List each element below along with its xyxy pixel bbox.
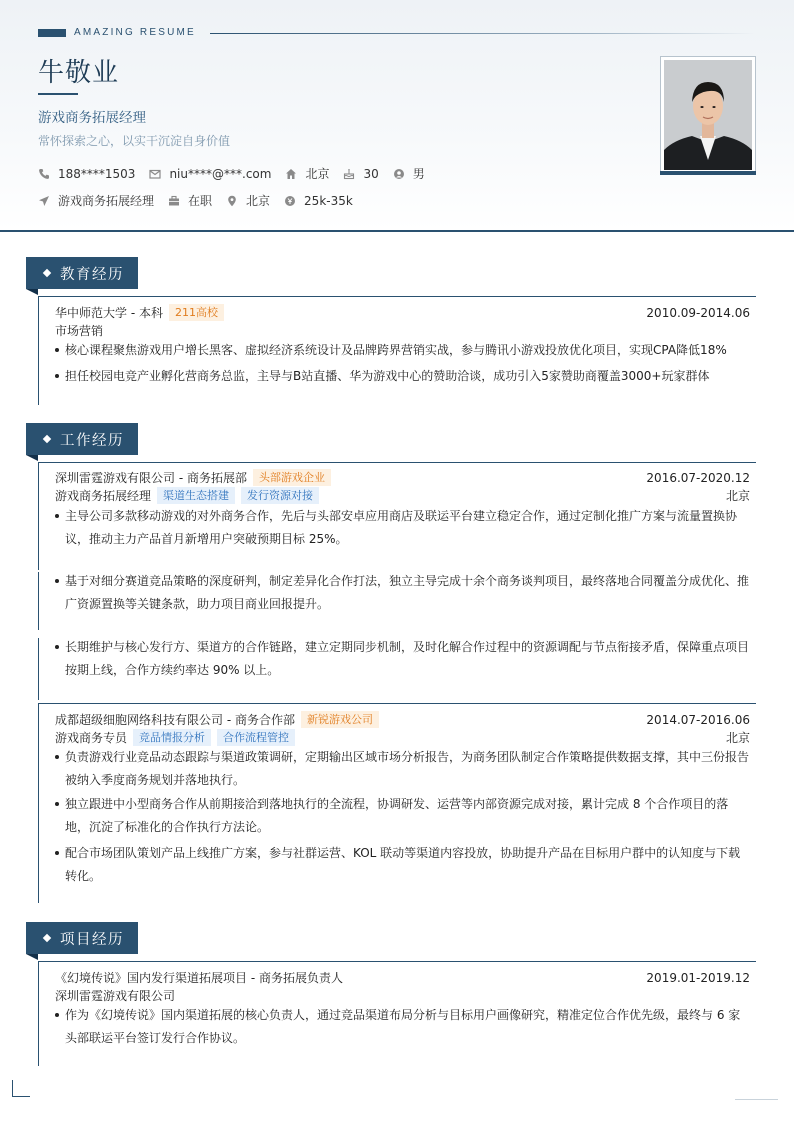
email-item xyxy=(149,167,271,181)
education-entry xyxy=(55,304,750,321)
project-name: 《幻境传说》国内发行渠道拓展项目 - 商务拓展负责人 xyxy=(55,971,343,985)
major: 市场营销 xyxy=(55,324,104,338)
diamond-icon xyxy=(43,435,51,443)
gender-icon xyxy=(393,168,405,180)
section-work-header xyxy=(26,423,138,455)
salary-text: 25k-35k xyxy=(304,193,353,208)
status-item xyxy=(168,192,212,209)
email-text: niu****@***.com xyxy=(169,166,272,181)
phone-icon xyxy=(38,168,50,180)
company-name: 成都超级细胞网络科技有限公司 - 商务合作部 xyxy=(55,713,295,727)
location-pin-icon xyxy=(226,195,238,207)
age-text: 30 xyxy=(363,166,379,181)
candidate-title: 游戏商务拓展经理 xyxy=(38,110,146,126)
status-text: 在职 xyxy=(188,194,213,208)
phone-text: 188****1503 xyxy=(58,166,136,181)
cake-icon xyxy=(343,168,355,180)
work-bullet: 负责游戏行业竞品动态跟踪与渠道政策调研，定期输出区域市场分析报告，为商务团队制定合作策略提供数据支撑，其中三份报告被纳入季度商务规划并落地执行。 xyxy=(55,746,750,792)
section-education-header xyxy=(26,257,138,289)
target-city-item xyxy=(226,192,270,209)
skill-tag: 合作流程管控 xyxy=(217,729,295,746)
education-bullet: 核心课程聚焦游戏用户增长黑客、虚拟经济系统设计及品牌跨界营销实战，参与腾讯小游戏投放优化项目，实现CPA降低18% xyxy=(55,339,750,362)
work-bullet: 长期维护与核心发行方、渠道方的合作链路，建立定期同步机制，及时化解合作过程中的资源调配与节点衔接矛盾，保障重点项目按期上线，合作方续约率达 90% 以上。 xyxy=(55,636,750,682)
section-education-title: 教育经历 xyxy=(60,266,124,283)
section-line xyxy=(38,462,756,463)
work-bullet: 独立跟进中小型商务合作从前期接洽到落地执行的全流程，协调研发、运营等内部资源完成对接，累计完成 8 个合作项目的落地，沉淀了标准化的合作执行方法论。 xyxy=(55,793,750,839)
diamond-icon xyxy=(43,934,51,942)
education-date: 2010.09-2014.06 xyxy=(646,305,750,320)
target-job-item xyxy=(38,192,154,209)
hometown-item xyxy=(285,165,329,182)
company-tag: 新锐游戏公司 xyxy=(301,711,379,728)
education-bullet: 担任校园电竞产业孵化营商务总监，主导与B站直播、华为游戏中心的赞助洽谈，成功引入5家赞助商覆盖3000+玩家群体 xyxy=(55,365,750,388)
corner-line xyxy=(735,1099,778,1100)
timeline-line xyxy=(38,462,39,570)
school-tag: 211高校 xyxy=(169,304,224,321)
skill-tag: 渠道生态搭建 xyxy=(157,487,235,504)
project-bullet: 作为《幻境传说》国内渠道拓展的核心负责人，通过竞品渠道布局分析与目标用户画像研究，精准定位合作优先级，最终与 6 家头部联运平台签订发行合作协议。 xyxy=(55,1004,750,1050)
corner-mark xyxy=(12,1080,30,1097)
project-entry xyxy=(55,969,750,986)
work-city: 北京 xyxy=(725,731,750,745)
name-underline xyxy=(38,93,78,95)
profile-photo xyxy=(664,60,752,170)
salary-item xyxy=(284,194,353,208)
entry-divider xyxy=(38,703,756,704)
work-role-row-2 xyxy=(55,729,750,746)
school-name: 华中师范大学 - 本科 xyxy=(55,306,163,320)
intent-row xyxy=(38,192,367,209)
photo-accent-bar xyxy=(660,171,756,175)
resume-header xyxy=(0,0,794,232)
profile-photo-frame xyxy=(660,56,756,174)
work-date: 2016.07-2020.12 xyxy=(646,470,750,485)
company-name: 深圳雷霆游戏有限公司 - 商务拓展部 xyxy=(55,471,247,485)
gender-text: 男 xyxy=(412,167,425,181)
section-work-title: 工作经历 xyxy=(60,432,124,449)
timeline-line xyxy=(38,703,39,903)
brand-divider xyxy=(210,33,755,34)
brand-text: AMAZING RESUME xyxy=(74,27,196,38)
phone-item xyxy=(38,167,135,181)
timeline-line xyxy=(38,572,39,630)
skill-tag: 竞品情报分析 xyxy=(133,729,211,746)
timeline-line xyxy=(38,638,39,700)
work-city: 北京 xyxy=(725,489,750,503)
mail-icon xyxy=(149,168,161,180)
send-icon xyxy=(38,195,50,207)
target-city-text: 北京 xyxy=(246,194,271,208)
section-project-header xyxy=(26,922,138,954)
work-role: 游戏商务拓展经理 xyxy=(55,489,152,503)
contact-row xyxy=(38,165,439,182)
coin-icon xyxy=(284,195,296,207)
work-entry-1 xyxy=(55,469,750,486)
candidate-name: 牛敬业 xyxy=(38,58,120,88)
project-date: 2019.01-2019.12 xyxy=(646,970,750,985)
age-item xyxy=(343,167,378,181)
home-icon xyxy=(285,168,297,180)
work-bullet: 主导公司多款移动游戏的对外商务合作，先后与头部安卓应用商店及联运平台建立稳定合作，通过定制化推广方案与流量置换协议，推动主力产品首月新增用户突破预期目标 25%。 xyxy=(55,505,750,551)
timeline-line xyxy=(38,961,39,1066)
timeline-line xyxy=(38,296,39,405)
work-date: 2014.07-2016.06 xyxy=(646,712,750,727)
section-fold xyxy=(26,954,38,960)
hometown-text: 北京 xyxy=(305,167,330,181)
work-role-row-1 xyxy=(55,487,750,504)
section-fold xyxy=(26,455,38,461)
section-project-title: 项目经历 xyxy=(60,931,124,948)
gender-item xyxy=(393,165,425,182)
work-bullet: 基于对细分赛道竞品策略的深度研判，制定差异化合作打法，独立主导完成十余个商务谈判项目，最终落地合同覆盖分成优化、推广资源置换等关键条款，助力项目商业回报提升。 xyxy=(55,570,750,616)
brand-bar xyxy=(38,29,66,37)
candidate-motto: 常怀探索之心，以实干沉淀自身价值 xyxy=(38,134,231,148)
diamond-icon xyxy=(43,269,51,277)
skill-tag: 发行资源对接 xyxy=(241,487,319,504)
work-role: 游戏商务专员 xyxy=(55,731,128,745)
company-tag: 头部游戏企业 xyxy=(253,469,331,486)
target-job-text: 游戏商务拓展经理 xyxy=(58,194,155,208)
work-bullet: 配合市场团队策划产品上线推广方案，参与社群运营、KOL 联动等渠道内容投放，协助提升产品在目标用户群中的认知度与下载转化。 xyxy=(55,842,750,888)
briefcase-icon xyxy=(168,195,180,207)
section-fold xyxy=(26,289,38,295)
section-line xyxy=(38,296,756,297)
project-company: 深圳雷霆游戏有限公司 xyxy=(55,989,176,1003)
work-entry-2 xyxy=(55,711,750,728)
section-line xyxy=(38,961,756,962)
